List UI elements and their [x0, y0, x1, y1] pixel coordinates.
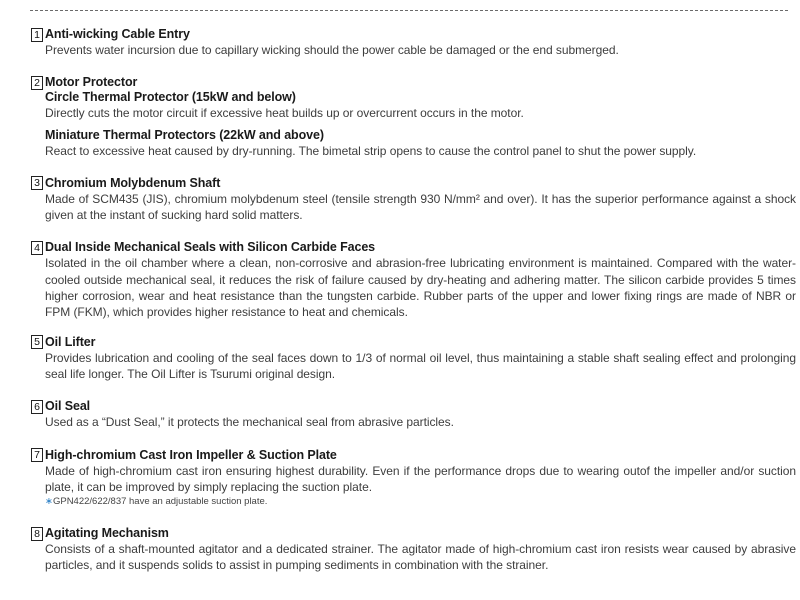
feature-number-box: 1	[31, 28, 43, 42]
feature-title: Oil Seal	[45, 399, 91, 414]
feature-impeller-suction-plate	[31, 448, 796, 510]
feature-dual-mechanical-seals	[31, 240, 796, 320]
feature-description: Consists of a shaft-mounted agitator and a dedicated strainer. The agitator made of high-chromium cast iron resists wear caused by abrasive particles, and it suspends solids to assist in pumping sediments in combination with the strainer.	[45, 542, 796, 573]
feature-heading	[31, 27, 796, 42]
feature-heading	[31, 75, 796, 90]
asterisk-icon: ∗	[45, 496, 53, 508]
feature-heading	[31, 176, 796, 191]
feature-heading	[31, 526, 796, 541]
feature-footnote	[31, 495, 796, 509]
feature-chromium-molybdenum-shaft	[31, 176, 796, 224]
feature-title: Anti-wicking Cable Entry	[45, 27, 190, 41]
feature-subtitle: Circle Thermal Protector (15kW and below)	[45, 90, 296, 105]
feature-description: Directly cuts the motor circuit if excessive heat builds up or overcurrent occurs in the motor.	[45, 106, 524, 121]
feature-title: High-chromium Cast Iron Impeller & Suction Plate	[45, 447, 337, 462]
feature-description: Used as a “Dust Seal,” it protects the mechanical seal from abrasive particles.	[45, 415, 454, 430]
feature-list	[31, 27, 796, 591]
feature-anti-wicking-cable-entry	[31, 27, 796, 58]
feature-title: Chromium Molybdenum Shaft	[45, 175, 221, 190]
feature-number-box: 6	[31, 400, 43, 414]
feature-number-box: 4	[31, 241, 43, 255]
feature-number-box: 5	[31, 335, 43, 349]
feature-number-box: 3	[31, 176, 43, 190]
feature-heading	[31, 335, 796, 350]
feature-description: Provides lubrication and cooling of the seal faces down to 1/3 of normal oil level, thus maintaining a stable shaft sealing effect and prolonging seal life longer. The Oil Lifter is Tsurumi original design.	[45, 350, 796, 381]
feature-heading	[31, 448, 796, 463]
feature-oil-lifter	[31, 335, 796, 383]
feature-heading	[31, 240, 796, 255]
feature-heading	[31, 399, 796, 414]
feature-description: Made of SCM435 (JIS), chromium molybdenum steel (tensile strength 930 N/mm² and over). It has the superior performance against a shock given at the instant of sucking hard solid matters.	[45, 191, 796, 223]
feature-description: Made of high-chromium cast iron ensuring highest durability. Even if the performance drops due to wearing outof the impeller and/or suction plate, it can be improved by simply replacing the suction plate.	[45, 463, 796, 494]
feature-number-box: 8	[31, 527, 43, 541]
top-dashed-divider	[30, 10, 788, 11]
feature-title: Oil Lifter	[45, 334, 96, 349]
feature-description: React to excessive heat caused by dry-running. The bimetal strip opens to cause the control panel to shut the power supply.	[45, 143, 697, 158]
feature-title: Motor Protector	[45, 75, 138, 90]
feature-title: Agitating Mechanism	[45, 526, 169, 541]
feature-title: Dual Inside Mechanical Seals with Silicon Carbide Faces	[45, 240, 376, 255]
feature-subtitle: Miniature Thermal Protectors (22kW and above)	[45, 127, 324, 142]
feature-oil-seal	[31, 399, 796, 430]
feature-description: Prevents water incursion due to capillary wicking should the power cable be damaged or the end submerged.	[45, 43, 619, 57]
feature-agitating-mechanism	[31, 526, 796, 574]
feature-description: Isolated in the oil chamber where a clean, non-corrosive and abrasion-free lubricating environment is maintained. Compared with the water-cooled outside mechanical seal, it reduces the risk of failure caused by dry-heating and adhering matter. The silicon carbide provides 5 times higher corrosion, wear and heat resistance than the tungsten carbide. Rubber parts of the upper and lower fixing rings are made of NBR or FPM (FKM), which provides higher resistance to heat and chemicals.	[45, 256, 796, 320]
feature-motor-protector	[31, 75, 796, 159]
feature-number-box: 7	[31, 448, 43, 462]
footnote-text: GPN422/622/837 have an adjustable suction plate.	[52, 496, 268, 508]
feature-number-box: 2	[31, 76, 43, 90]
